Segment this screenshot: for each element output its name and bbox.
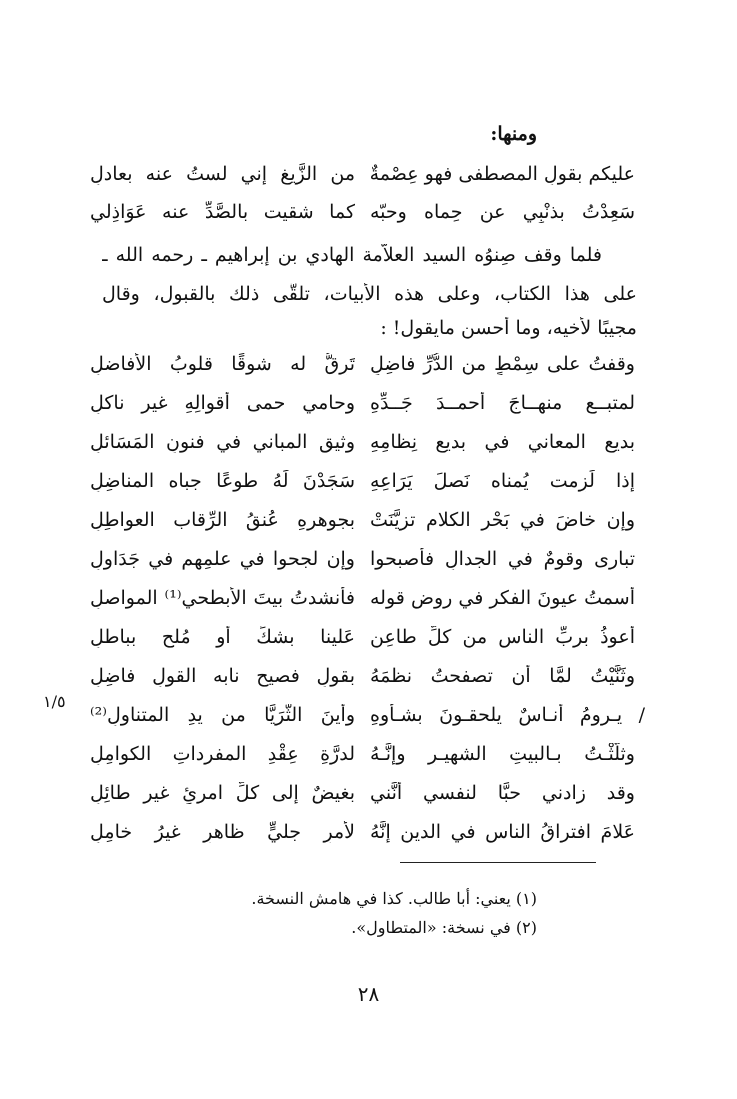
hemistich-left: لأمرٍ جليٍّ ظاهرٍ غيرُ خامِلِ (90, 821, 355, 843)
hemistich-left: لدرَّةِ عِقْدِ المفرداتِ الكوامِلِ (90, 743, 355, 765)
hemistich-left: بجوهرِهِ عُنقُ الرِّقاب العواطِلِ (90, 509, 355, 531)
hemistich-left: بقولِ فصيحٍ نابه القولِ فاضِلِ (90, 665, 355, 687)
hemistich-right: لمتبــعِ منهــاجَ أحمــدَ جَــدِّهِ (370, 392, 635, 414)
hemistich-left: من الزَّيغ إني لستُ عنه بعادلِ (90, 163, 355, 185)
hemistich-right: سَعِدْتُ بذنْبِي عن حِماه وحبّه (370, 201, 635, 223)
hemistich-right: وقفتُ على سِمْطٍ من الدُّرِّ فاضِلٍ (370, 353, 635, 375)
couplet (90, 704, 645, 744)
couplet (90, 782, 635, 822)
hemistich-left: تَرِقُّ له شوقًا قلوبُ الأفاضلِ (90, 353, 355, 375)
prose-line: مجيبًا لأخيه، وما أحسن مايقول! : (380, 317, 637, 339)
couplet (90, 509, 635, 549)
hemistich-left: وثيقِ المباني في فنونِ المَسَائلِ (90, 431, 355, 453)
footnote: (٢) في نسخة: «المتطاول». (351, 918, 537, 937)
hemistich-right: بديعِ المعاني في بديعِ نِظامِهِ (370, 431, 635, 453)
couplet (90, 201, 635, 241)
hemistich-left: فأنشدتُ بيتَ الأبطحي⁽¹⁾ المواصلِ (90, 587, 355, 609)
hemistich-left: كما شقيت بالصَّدِّ عنه عَوَاذِلي (90, 201, 355, 223)
couplet (90, 587, 635, 627)
couplet (90, 431, 635, 471)
hemistich-left: وإن لجحوا في علمِهم في جَدَاولِ (90, 548, 355, 570)
hemistich-left: سَجَدْنَ لَهُ طوعًا جباه المناضِلِ (90, 470, 355, 492)
hemistich-left: وحامي حمى أقوالِهِ غير ناكلِ (90, 392, 355, 414)
page-number: ٢٨ (357, 982, 380, 1006)
margin-folio-note: ١/٥ (43, 692, 66, 711)
couplet (90, 353, 635, 393)
hemistich-right: عَلامَ افتراقُ الناسِ في الدينِ إنَّهُ (370, 821, 635, 843)
footnote-divider (400, 862, 596, 863)
couplet (90, 821, 635, 861)
hemistich-right: / يـرومُ أنـاسٌ يلحقـونَ بشـأوِهِ (370, 704, 645, 726)
hemistich-right: تبارى وقومٌ في الجدالِ فأصبحوا (370, 548, 635, 570)
hemistich-right: عليكم بقولِ المصطفى فهو عِصْمةٌ (370, 163, 635, 185)
couplet (90, 163, 635, 203)
hemistich-right: وثلَّثْـتُ بـالبيتِ الشهيـرِ وإنَّـهُ (370, 743, 635, 765)
couplet (90, 743, 635, 783)
hemistich-right: أعوذُ بربِّ الناسِ من كلِّ طاعِنٍ (370, 626, 635, 648)
section-intro: ومنها: (490, 123, 537, 145)
hemistich-right: إذا لَزِمت يُمناه نَصلَ يَرَاعِهِ (370, 470, 635, 492)
hemistich-right: وإن خاضَ في بَحْرِ الكلامِ تزيَّنَتْ (370, 509, 635, 531)
couplet (90, 392, 635, 432)
hemistich-left: وأينَ الثُّرَيَّا من يدِ المتناوِلِ⁽²⁾ (90, 704, 355, 726)
hemistich-left: عَلينا بشكٍّ أو مُلحٍ بباطلِ (90, 626, 355, 648)
hemistich-left: بغيضٌ إلى كلِّ امرئٍ غيرِ طائِلِ (90, 782, 355, 804)
couplet (90, 626, 635, 666)
couplet (90, 548, 635, 588)
couplet (90, 470, 635, 510)
hemistich-right: وثَنَّيْتُ لمَّا أن تصفحتُ نظمَهُ (370, 665, 635, 687)
prose-line: على هذا الكتاب، وعلى هذه الأبيات، تلقَّى ذلك بالقبول، وقال (102, 283, 637, 305)
hemistich-right: وقد زادني حبًّا لنفسي أنَّني (370, 782, 635, 804)
footnote: (١) يعني: أبا طالب. كذا في هامش النسخة. (251, 889, 537, 908)
hemistich-right: أسمتُ عيونَ الفكرِ في روضِ قوله (370, 587, 635, 609)
prose-line: فلما وقف صِنوُه السيد العلاَّمة الهادي بن إبراهيم ـ رحمه الله ـ (102, 244, 602, 266)
couplet (90, 665, 635, 705)
